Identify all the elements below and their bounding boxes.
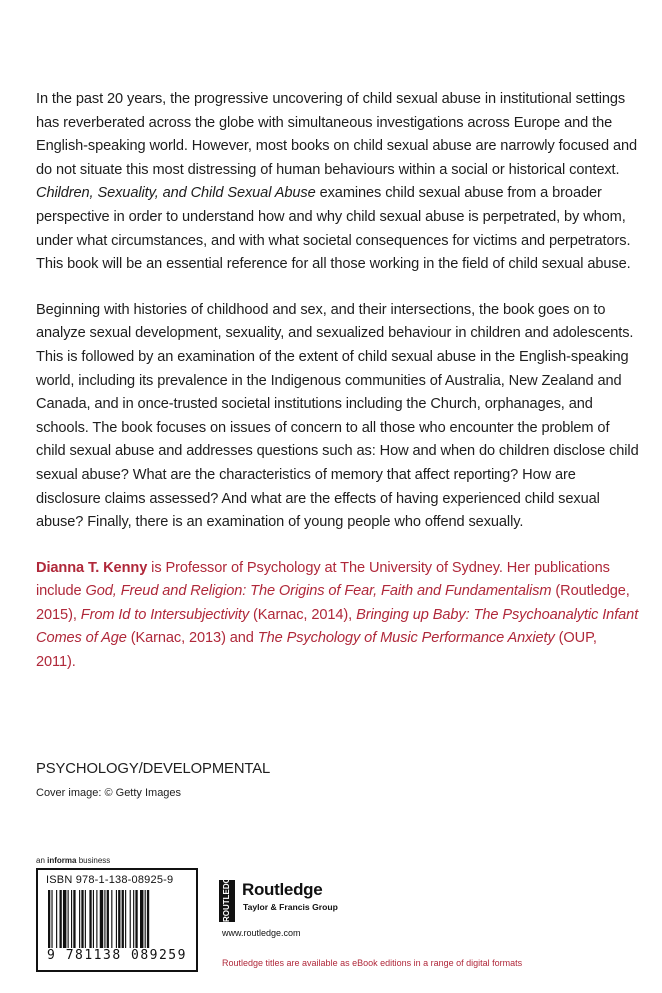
barcode-digits-text: 9 781138 089259 [47,948,187,963]
informa-label [36,856,110,865]
bio-text: (Karnac, 2014), [249,606,357,623]
barcode-box [36,868,198,972]
publisher-group: Taylor & Francis Group [243,902,338,912]
blurb-text: examines child sexual abuse from a broader perspective in order to understand how and why child sexual abuse is perpetrated, by whom, under what circumstances, and with what societal consequences for victims and perpetrators. This book will be an essential reference for all those working in the field of child sexual abuse. [36,185,631,273]
author-name: Dianna T. Kenny [36,559,148,576]
blurb-paragraph-1 [36,88,640,277]
bio-text: (OUP, 2011). [36,630,597,671]
cover-credit: Cover image: © Getty Images [36,787,182,799]
blurb-paragraph-2: Beginning with histories of childhood and sex, and their intersections, the book goes on to analyze sexual development, sexuality, and sexualized behaviour in children and adolescents. This is followed by an examination of the extent of child sexual abuse in the English-speaking world, including its prevalence in the Indigenous communities of Australia, New Zealand and Canada, and in once-trusted societal institutions including the Church, orphanages, and schools. The book focuses on issues of concern to all those who encounter the problem of child sexual abuse and addresses questions such as: How and when do children disclose child sexual abuse? What are the characteristics of memory that affect reporting? How are disclosure claims assessed? And what are the effects of having experienced child sexual abuse? Finally, there is an examination of young people who offend sexually. [36,301,639,531]
routledge-logo-icon: ROUTLEDGE [219,880,235,922]
author-book-title: God, Freud and Religion: The Origins of Fear, Faith and Fundamentalism [85,583,552,600]
isbn-text: ISBN 978-1-138-08925-9 [46,874,174,886]
publisher-website: www.routledge.com [222,928,301,938]
barcode-digits [38,948,196,963]
author-book-title: From Id to Intersubjectivity [80,606,250,623]
book-title: Children, Sexuality, and Child Sexual Abuse [36,185,316,202]
blurb-text: In the past 20 years, the progressive uncovering of child sexual abuse in institutional settings has reverberated across the globe with simultaneous investigations across Europe and the English-speaking world. However, most books on child sexual abuse are narrowly focused and do not situate this most distressing of human behaviours within a social or historical context. [36,91,638,178]
barcode-icon [48,890,186,956]
blurb [36,88,640,697]
author-book-title: The Psychology of Music Performance Anxiety [257,630,555,647]
bio-text: (Routledge, 2015), [36,583,630,623]
informa-suffix: business [76,856,111,865]
publisher-name: Routledge [242,880,323,899]
bio-text: is Professor of Psychology at The University of Sydney. Her publications include [36,559,610,600]
author-book-title: Bringing up Baby: The Psychoanalytic Infant Comes of Age [36,606,639,647]
bio-text: (Karnac, 2013) and [126,630,258,647]
informa-brand: informa [47,856,77,865]
subject-category: PSYCHOLOGY/DEVELOPMENTAL [36,761,271,777]
ebook-note: Routledge titles are available as eBook editions in a range of digital formats [222,958,523,968]
author-bio [36,557,640,675]
informa-prefix: an [36,856,48,865]
